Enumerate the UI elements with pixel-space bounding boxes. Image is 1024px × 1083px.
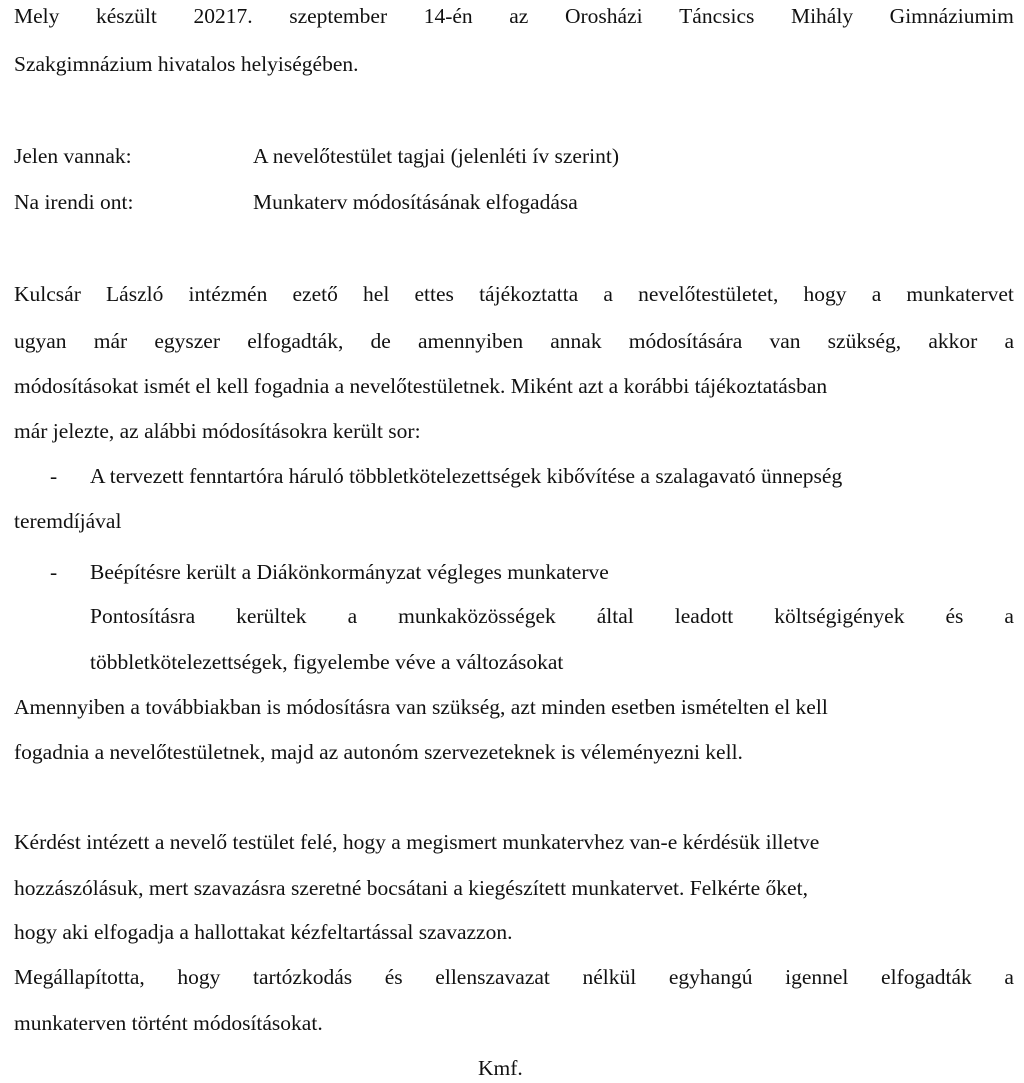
word: a [1004, 329, 1014, 353]
word: hogy [177, 965, 221, 989]
word: szeptember [289, 4, 388, 28]
bullet-item-3-line-2: többletkötelezettségek, figyelembe véve a változásokat [90, 650, 564, 674]
word: elfogadták [881, 965, 972, 989]
word: akkor [928, 329, 978, 353]
word: ezető [292, 282, 338, 306]
paragraph1-line-1 [14, 284, 1014, 306]
word: tartózkodás [253, 965, 353, 989]
word: és [945, 604, 964, 628]
intro-line-1 [14, 6, 1014, 28]
paragraph1-line-3: módosításokat ismét el kell fogadnia a nevelőtestületnek. Miként azt a korábbi tájékoztatásban [14, 374, 828, 398]
word: és [384, 965, 403, 989]
bullet-dash-1: - [50, 464, 58, 488]
word: a [603, 282, 613, 306]
bullet-item-2: Beépítésre került a Diákönkormányzat végleges munkaterve [90, 560, 609, 584]
paragraph1-line-2 [14, 331, 1014, 353]
closing-kmf: Kmf. [478, 1056, 523, 1080]
word: Táncsics [679, 4, 755, 28]
word: Mihály [790, 4, 854, 28]
attendance-label: Jelen vannak: [14, 144, 132, 168]
agenda-label: Na irendi ont: [14, 190, 134, 214]
bullet-dash-2: - [50, 560, 58, 584]
word: módosítására [628, 329, 743, 353]
word: ellenszavazat [435, 965, 550, 989]
word: munkaközösségek [398, 604, 556, 628]
word: hel [363, 282, 390, 306]
word: hogy [803, 282, 847, 306]
paragraph3-line-1: Kérdést intézett a nevelő testület felé, hogy a megismert munkatervhez van-e kérdésük illetve [14, 830, 820, 854]
word: a [1004, 604, 1014, 628]
paragraph1-line-4: már jelezte, az alábbi módosításokra került sor: [14, 419, 421, 443]
paragraph4-line-2: munkaterven történt módosításokat. [14, 1011, 323, 1035]
word: amennyiben [418, 329, 524, 353]
bullet-item-3-line-1 [90, 606, 1014, 628]
word: költségigények [774, 604, 905, 628]
word: a [347, 604, 358, 628]
word: egyhangú [668, 965, 753, 989]
word: intézmén [188, 282, 268, 306]
word: ugyan [14, 329, 67, 353]
word: van [769, 329, 801, 353]
word: Kulcsár [14, 282, 81, 306]
word: Mely [14, 4, 60, 28]
word: annak [550, 329, 602, 353]
word: a [1004, 965, 1014, 989]
attendance-value: A nevelőtestület tagjai (jelenléti ív szerint) [253, 144, 619, 168]
word: 20217. [193, 4, 253, 28]
word: már [93, 329, 128, 353]
paragraph3-line-2: hozzászólásuk, mert szavazásra szeretné bocsátani a kiegészített munkatervet. Felkérte őket, [14, 876, 808, 900]
word: Pontosításra [90, 604, 196, 628]
paragraph2-line-2: fogadnia a nevelőtestületnek, majd az autonóm szervezeteknek is véleményezni kell. [14, 740, 743, 764]
word: igennel [785, 965, 849, 989]
intro-line-2: Szakgimnázium hivatalos helyiségében. [14, 52, 359, 76]
word: elfogadták, [247, 329, 344, 353]
word: által [596, 604, 634, 628]
word: egyszer [154, 329, 221, 353]
word: szükség, [827, 329, 902, 353]
word: nélkül [582, 965, 637, 989]
word: készült [95, 4, 157, 28]
word: Orosházi [564, 4, 643, 28]
word: nevelőtestületet, [638, 282, 779, 306]
word: ettes [414, 282, 454, 306]
word: László [106, 282, 164, 306]
word: leadott [674, 604, 734, 628]
word: 14-én [423, 4, 473, 28]
word: az [509, 4, 529, 28]
word: Megállapította, [14, 965, 145, 989]
word: a [871, 282, 882, 306]
agenda-value: Munkaterv módosításának elfogadása [253, 190, 578, 214]
paragraph2-line-1: Amennyiben a továbbiakban is módosításra van szükség, azt minden esetben ismételten el kell [14, 695, 828, 719]
word: tájékoztatta [479, 282, 579, 306]
word: munkatervet [906, 282, 1014, 306]
bullet-item-1-line-2: teremdíjával [14, 509, 122, 533]
paragraph4-line-1 [14, 967, 1014, 989]
word: kerültek [236, 604, 307, 628]
word: de [370, 329, 391, 353]
bullet-item-1-line-1: A tervezett fenntartóra háruló többletkötelezettségek kibővítése a szalagavató ünnepség [90, 464, 843, 488]
word: Gimnáziumim [889, 4, 1014, 28]
paragraph3-line-3: hogy aki elfogadja a hallottakat kézfeltartással szavazzon. [14, 920, 513, 944]
